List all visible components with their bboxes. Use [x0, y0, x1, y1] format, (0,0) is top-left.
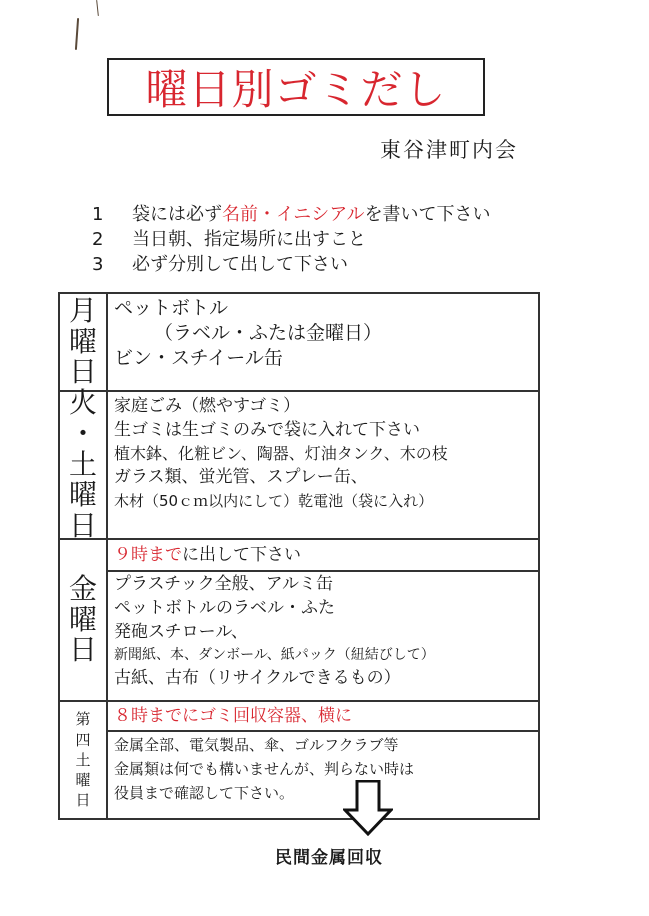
day-label-char: 曜 — [75, 771, 91, 790]
item-line: （ラベル・ふたは金曜日） — [154, 322, 383, 344]
rule-text-before: 袋には必ず — [132, 204, 222, 225]
fourth-saturday-items — [108, 733, 538, 805]
schedule-row-friday — [60, 540, 538, 702]
day-label-char: 日 — [68, 355, 97, 389]
item-line: ペットボトル — [114, 297, 229, 319]
footer-note: 民間金属回収 — [275, 848, 383, 868]
rule-text: 必ず分別して出して下さい — [132, 254, 348, 275]
item-line: ペットボトルのラベル・ふた — [114, 598, 335, 618]
scan-mark — [96, 0, 99, 16]
title-box — [107, 58, 485, 116]
scan-mark — [75, 18, 79, 50]
rule-number: 3 — [92, 254, 104, 275]
item-line: 植木鉢、化粧ビン、陶器、灯油タンク、木の枝 — [114, 444, 448, 463]
day-label-char: 曜 — [68, 602, 97, 636]
fourth-saturday-notice — [108, 702, 538, 732]
day-label-tue-sat — [60, 386, 108, 543]
rule-number: 1 — [92, 204, 104, 225]
schedule-row-monday — [60, 294, 538, 392]
day-label-char: 第 — [75, 710, 91, 729]
item-line: 家庭ごみ（燃やすゴミ） — [114, 396, 301, 416]
day-label-char: 火 — [68, 386, 97, 420]
day-label-char: 曜 — [68, 478, 97, 512]
item-line: 古紙、古布（リサイクルできるもの） — [114, 668, 401, 688]
day-label-char: 日 — [68, 633, 97, 667]
down-arrow-outline-icon — [343, 780, 393, 836]
rule-item — [92, 202, 491, 227]
fourth-saturday-deadline: ８時までにゴミ回収容器、横に — [114, 706, 352, 726]
schedule-row-fourth-saturday — [60, 702, 538, 818]
rule-item — [92, 252, 491, 277]
schedule-row-tue-sat — [60, 386, 538, 543]
day-content-friday — [108, 540, 538, 700]
item-line: 役員まで確認して下さい。 — [114, 784, 295, 802]
rules-list — [92, 202, 491, 277]
day-label-char: 日 — [75, 791, 91, 810]
item-line: 新聞紙、本、ダンボール、紙パック（紐結びして） — [114, 647, 435, 663]
rule-item — [92, 227, 491, 252]
day-label-friday — [60, 540, 108, 700]
rule-text: 当日朝、指定場所に出すこと — [132, 229, 366, 250]
day-label-char: ・ — [68, 416, 97, 450]
item-line: 木材（50ｃｍ以内にして）乾電池（袋に入れ） — [114, 492, 434, 510]
tue-sat-items — [108, 394, 538, 513]
day-label-char: 土 — [75, 750, 91, 769]
day-label-char: 曜 — [68, 324, 97, 358]
day-label-char: 四 — [75, 730, 91, 749]
rule-highlight: 名前・イニシアル — [222, 204, 365, 225]
day-content-monday — [108, 294, 538, 390]
monday-items — [108, 296, 538, 371]
day-label-fourth-saturday — [60, 702, 108, 818]
item-line: ガラス類、蛍光管、スプレー缶、 — [114, 467, 368, 487]
day-content-tue-sat — [108, 392, 538, 538]
item-line: 発砲スチロール、 — [114, 622, 248, 642]
item-line: 生ゴミは生ゴミのみで袋に入れて下さい — [114, 420, 420, 440]
day-label-char: 月 — [68, 293, 97, 327]
friday-items — [108, 572, 538, 690]
day-label-char: 日 — [68, 509, 97, 543]
rule-text-after: を書いて下さい — [364, 204, 491, 225]
friday-notice — [108, 540, 538, 572]
schedule-table — [58, 292, 540, 820]
item-line: 金属類は何でも構いませんが、判らない時は — [114, 760, 415, 778]
item-line: ビン・スチイール缶 — [114, 347, 283, 369]
page-title: 曜日別ゴミだし — [145, 65, 447, 114]
day-label-char: 土 — [68, 447, 97, 481]
organization-name: 東谷津町内会 — [380, 138, 518, 162]
friday-deadline: ９時まで — [114, 545, 182, 565]
friday-notice-text: に出して下さい — [182, 545, 301, 565]
day-content-fourth-saturday — [108, 702, 538, 818]
rule-number: 2 — [92, 229, 104, 250]
day-label-char: 金 — [68, 571, 97, 605]
day-label-monday — [60, 294, 108, 390]
item-line: プラスチック全般、アルミ缶 — [114, 574, 333, 594]
item-line: 金属全部、電気製品、傘、ゴルフクラブ等 — [114, 736, 399, 754]
